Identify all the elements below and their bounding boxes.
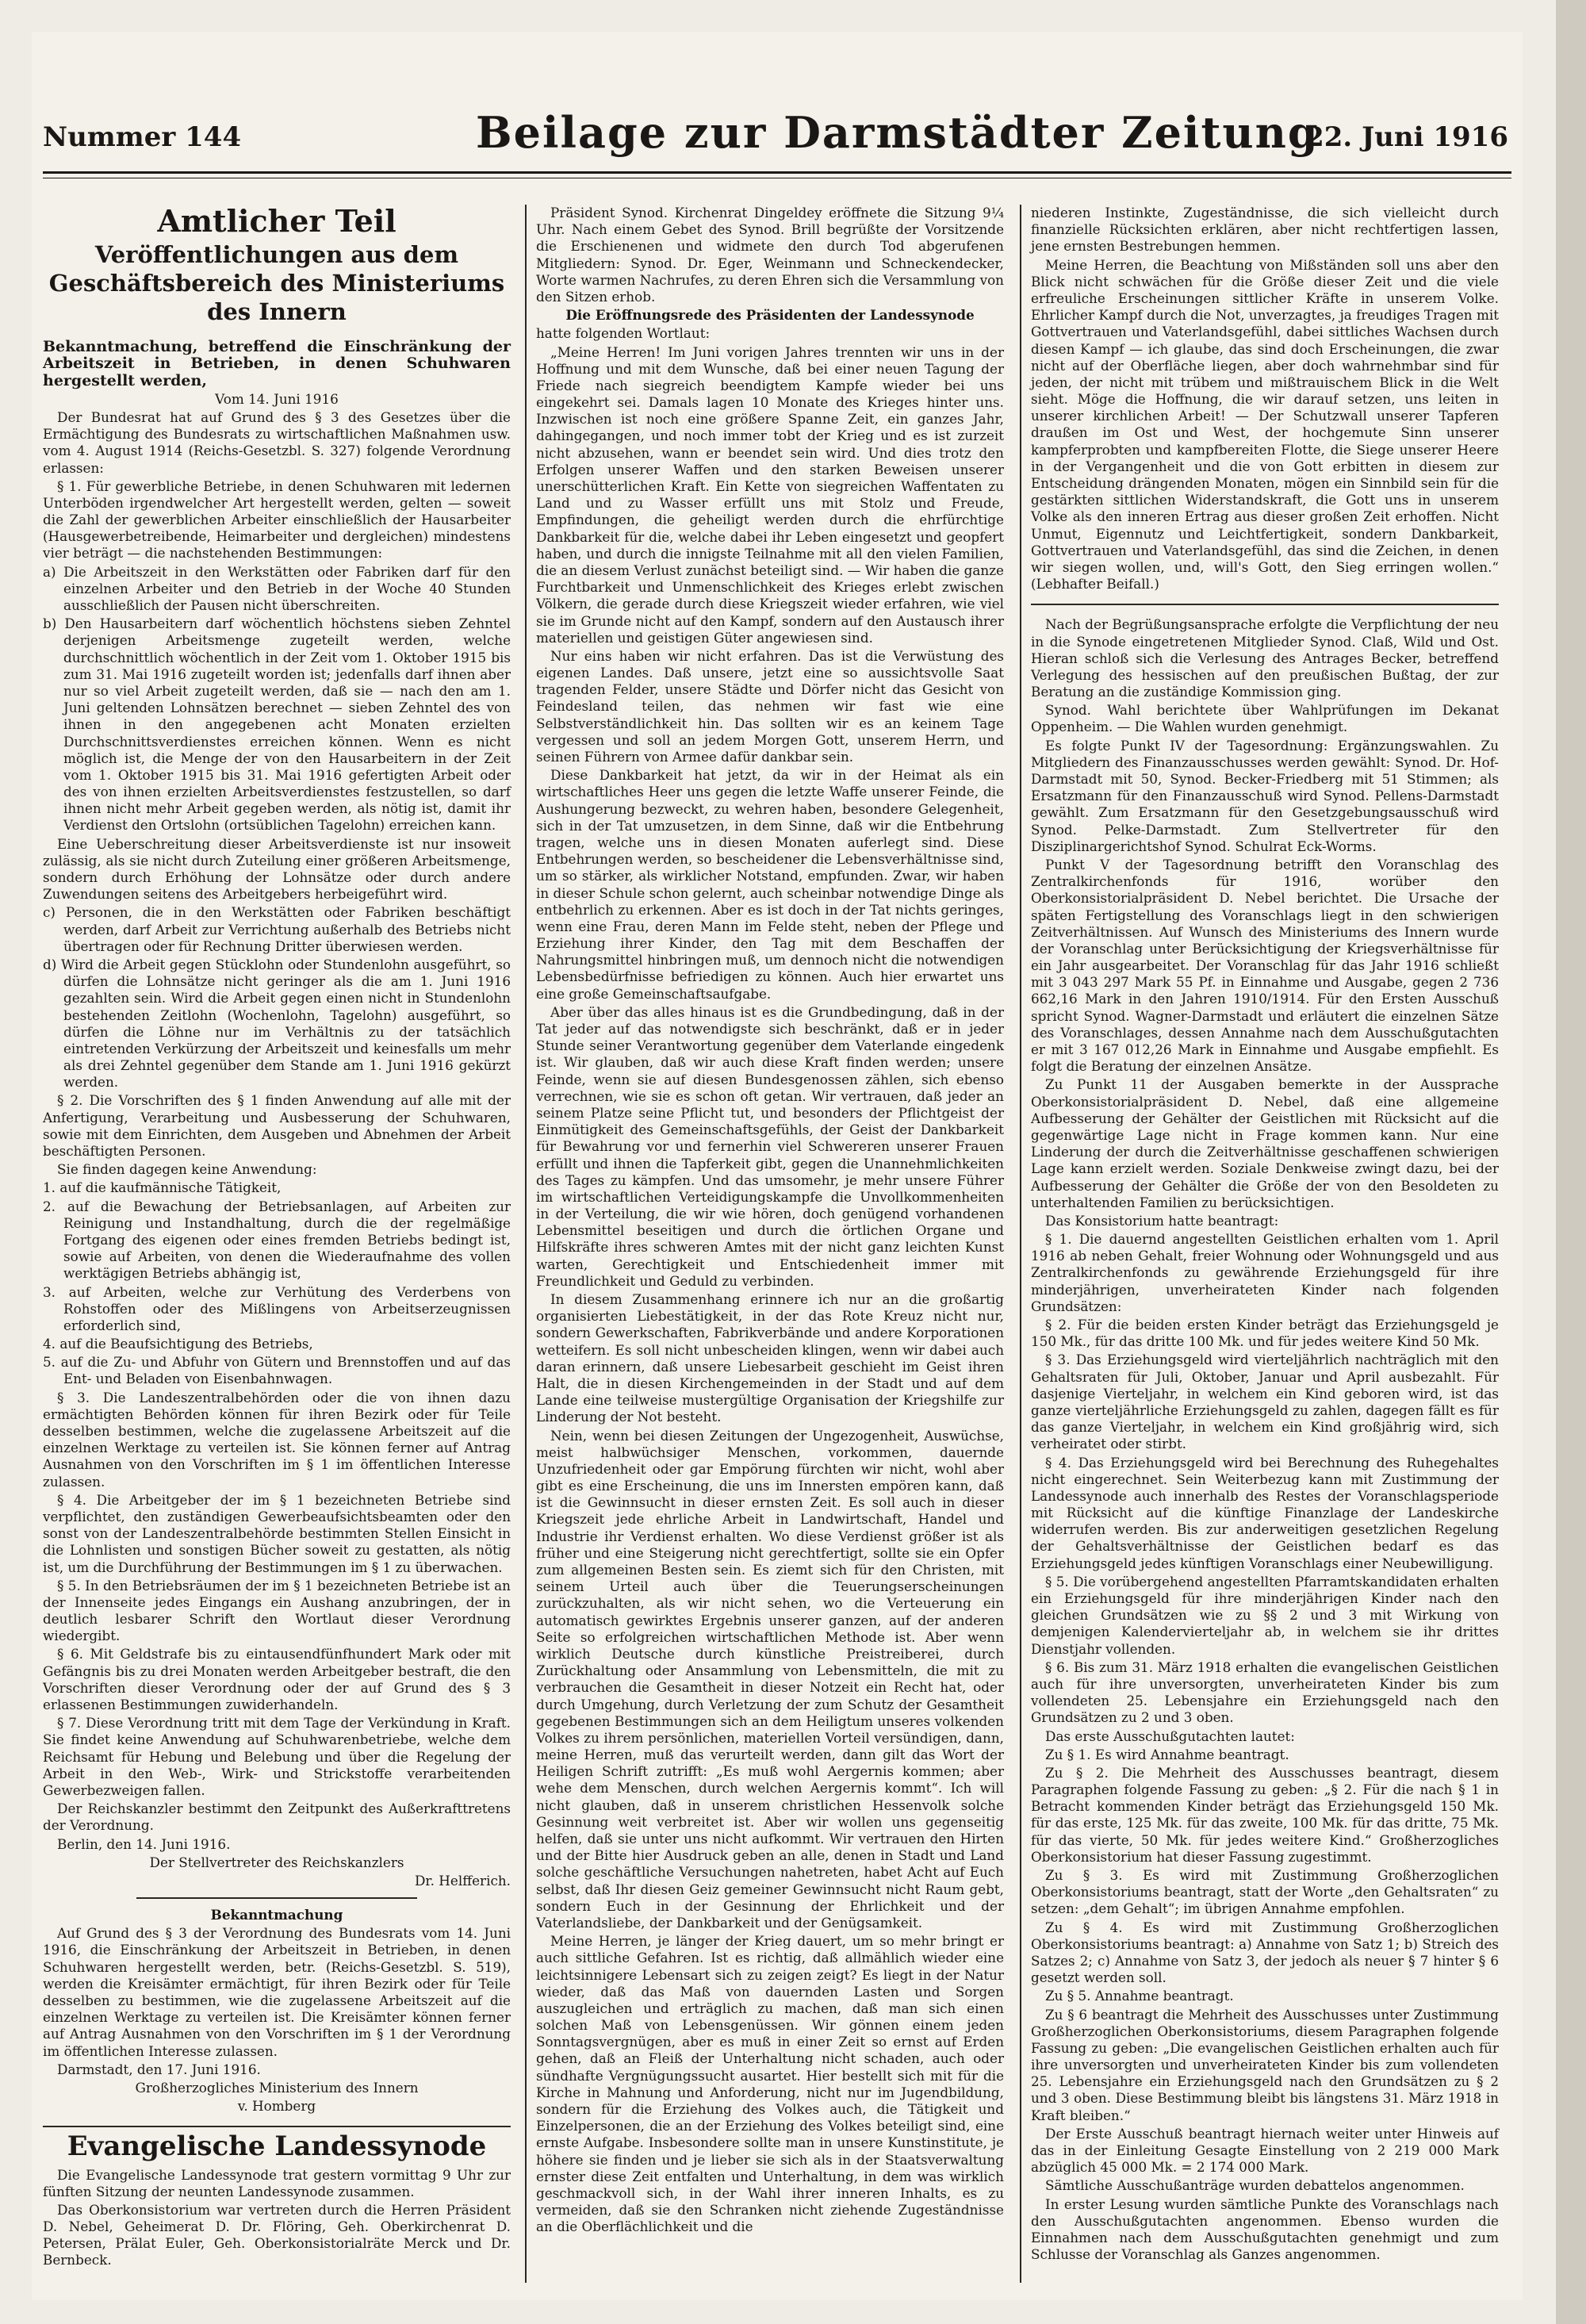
list-item: 5. auf die Zu- und Abfuhr von Gütern und Brennstoffen und auf das Ent- und Beladen von Eisenbahnwagen. [43,1354,511,1387]
paragraph: Zu § 1. Es wird Annahme beantragt. [1045,1746,1289,1762]
paragraph: Zu Punkt 11 der Ausgaben bemerkte in der Aussprache Oberkonsistorialpräsident D. Nebel, daß eine allgemeine Aufbesserung der Gehälter der Geistlichen mit Rücksicht auf die gegenwärtige Lage nicht in Frage kommen kann. Nur eine Linderung der durch die Zeitverhältnisse geschaffenen schwierigen Lage kann erzielt werden. Soziale Denkweise zwingt dazu, bei der Aufbesserung der Gehälter die Größe der von den Besoldeten zu unterhaltenden Familien zu berücksichtigen. [1031,1076,1499,1210]
paragraph: Der Reichskanzler bestimmt den Zeitpunkt des Außerkrafttretens der Verordnung. [43,1801,511,1834]
announcement-title: Bekanntmachung, betreffend die Einschränkung der Arbeitszeit in Betrieben, in denen Schuhwaren hergestellt werden, [43,338,511,389]
paragraph: Der Bundesrat hat auf Grund des § 3 des Gesetzes über die Ermächtigung des Bundesrats zu wirtschaftlichen Maßnahmen usw. vom 4. August 1914 (Reichs-Gesetzbl. S. 327) folgende Verordnung erlassen: [43,408,511,476]
announcement-date: Vom 14. Juni 1916 [215,390,339,407]
signature-title: Großherzogliches Ministerium des Innern [135,2079,419,2096]
paragraph: § 6. Bis zum 31. März 1918 erhalten die evangelischen Geistlichen auch für ihre unversorgten, unverheirateten Kinder bis zum vollendeten 25. Lebensjahre ein Erziehungsgeld nach den Grundsätzen zu 2 und 3 oben. [1031,1659,1499,1726]
paragraph: Das Konsistorium hatte beantragt: [1045,1212,1279,1229]
masthead [32,107,1523,163]
paragraph: „Meine Herren! Im Juni vorigen Jahres trennten wir uns in der Hoffnung und mit dem Wunsche, daß bei einer neuen Tagung der Friede nach siegreich beendigtem Kampfe wieder bei uns eingekehrt sei. Damals lagen 10 Monate des Krieges hinter uns. Inzwischen ist noch eine größere Spanne Zeit, ein ganzes Jahr, dahingegangen, und noch immer tobt der Krieg und es ist zurzeit nicht abzusehen, wann er beendet sein wird. Und dies trotz den Erfolgen unserer Waffen und den starken Beweisen unserer unerschütterlichen Kraft. Ein Kette von siegreichen Waffentaten zu Land und zu Wasser erfüllt uns mit Stolz und Freude, Empfindungen, die geheiligt werden durch die ehrfürchtige Dankbarkeit für die, welche dabei ihr Leben eingesetzt und geopfert haben, und durch die innigste Teilnahme mit all den vielen Familien, die an diesem Verlust zunächst beteiligt sind. — Wir haben die ganze Furchtbarkeit und Unmenschlichkeit des Krieges erlebt zwischen Völkern, die gerade durch diese Kriegszeit wieder erfahren, wie viel sie im Grunde nicht auf den Kampf, sondern auf den Austausch ihrer materiellen und geistigen Güter angewiesen sind. [536,343,1004,646]
paragraph: Zu § 2. Die Mehrheit des Ausschusses beantragt, diesem Paragraphen folgende Fassung zu geben: „§ 2. Für die nach § 1 in Betracht kommenden Kinder beträgt das Erziehungsgeld 150 Mk. für das erste, 125 Mk. für das zweite, 100 Mk. für das dritte, 75 Mk. für das vierte, 50 Mk. für jedes weitere Kind.“ Großherzogliches Oberkonsistorium hat dieser Fassung zugestimmt. [1031,1764,1499,1865]
paragraph: Nein, wenn bei diesen Zeitungen der Ungezogenheit, Auswüchse, meist halbwüchsiger Menschen, vorkommen, dauernde Unzufriedenheit oder gar Empörung fürchten wir nicht, wohl aber gibt es eine Erscheinung, die uns im Innersten empören kann, daß ist die Gewinnsucht in dieser ernsten Zeit. Es soll auch in dieser Kriegszeit jede ehrliche Arbeit in Landwirtschaft, Handel und Industrie ihr Verdienst erhalten. Wo diese Verdienst größer ist als früher und eine Steigerung nicht gerechtfertigt, sollte sie ein Opfer zum allgemeinen Besten sein. Es ziemt sich für den Christen, mit seinem Urteil auch über die Teuerungserscheinungen zurückzuhalten, als wir nicht sehen, wo die Verteuerung ein automatisch gewirktes Ergebnis unserer ganzen, auf der anderen Seite so erfolgreichen wirtschaftlichen Methode ist. Aber wenn wirklich Deutsche durch künstliche Preistreiberei, durch Zurückhaltung oder Ansammlung von Lebensmitteln, die mit zu verbrauchen die Gesamtheit in dieser Notzeit ein Recht hat, oder durch Umgehung, durch Verletzung der zum Schutz der Gesamtheit gegebenen Bestimmungen sich an dem Heiligtum unseres volkenden Volkes zu ihrem persönlichen, materiellen Vorteil versündigen, dann, meine Herren, muß das verurteilt werden, dann gilt das Wort der Heiligen Schrift zutrifft: „Es muß wohl Aergernis kommen; aber wehe dem Menschen, durch welchen Aergernis kommt“. Ich will nicht glauben, daß in unserem christlichen Hessenvolk solche Gesinnung weit verbreitet ist. Aber wir wollen uns gegenseitig helfen, daß sie unter uns nicht aufkommt. Wir vertrauen den Hirten und der Bitte hier Ausdruck geben an alle, denen in Stadt und Land solche geschäftliche Versuchungen nahetreten, habet Acht auf Euch selbst, daß Ihr diesen Geiz gemeiner Gewinnsucht nicht Raum gebt, sondern Euch in der Gesinnung der Ehrlichkeit und der Vaterlandsliebe, der Dankbarkeit und der Genügsamkeit. [536,1427,1004,1931]
paragraph: Präsident Synod. Kirchenrat Dingeldey eröffnete die Sitzung 9¼ Uhr. Nach einem Gebet des Synod. Brill begrüßte der Vorsitzende die Erschienenen und widmete den durch Tod abgerufenen Mitgliedern: Synod. Dr. Eger, Weinmann und Schneckendecker, Worte warmen Nachrufes, zu deren Ehren sich die Versammlung von den Sitzen erhob. [536,205,1004,305]
column-divider-2 [1020,205,1021,2283]
list-item: 1. auf die kaufmännische Tätigkeit, [43,1179,282,1196]
paragraph: Zu § 5. Annahme beantragt. [1045,1988,1234,2004]
paragraph: Meine Herren, die Beachtung von Mißständen soll uns aber den Blick nicht schwächen für die Größe dieser Zeit und die viele erfreuliche Erscheinungen sittlicher Kräfte in unserem Volke. Ehrlicher Kampf durch die Not, unverzagtes, ja freudiges Tragen mit Gottvertrauen und Vaterlandsgefühl, dabei sittliches Wachsen durch diesen Kampf — ich glaube, das sind doch Erscheinungen, die zwar nicht auf der Oberfläche liegen, aber doch wahrnehmbar sind für jeden, der nicht mit trübem und mißtrauischem Blick in die Welt sieht. Möge die Hoffnung, die wir darauf setzen, uns leiten in unserer kirchlichen Arbeit! — Der Schutzwall unserer Tapferen draußen im Ost und West, der hochgemute Sinn unserer kampferprobten und kampfbereiten Flotte, die Siege unserer Heere in der Vergangenheit und die von Gott erbitten in diesem zur Entscheidung drängenden Monaten, mögen ein Sinnbild sein für die gestärkten sittlichen Widerstandskraft, die Gott uns in unserem Volke als den inneren Ertrag aus dieser großen Zeit erhoffen. Nicht Unmut, Eigennutz und Leichtfertigkeit, sondern Dankbarkeit, Gottvertrauen und Vaterlandsgefühl, das sind die Zeichen, in denen wir siegen wollen, und, will's Gott, den Sieg erringen wollen.“ (Lebhafter Beifall.) [1031,256,1499,593]
paragraph: niederen Instinkte, Zugeständnisse, die sich vielleicht durch finanzielle Rücksichten erklären, aber nicht rechtfertigen lassen, jene ernsten Bestrebungen hemmen. [1031,205,1499,255]
paragraph: § 1. Für gewerbliche Betriebe, in denen Schuhwaren mit ledernen Unterböden irgendwelcher Art hergestellt werden, gelten — soweit die Zahl der gewerblichen Arbeiter einschließlich der Hausarbeiter (Hausgewerbetreibende, Heimarbeiter und dergleichen) mindestens vier beträgt — die nachstehenden Bestimmungen: [43,477,511,562]
place-date: Berlin, den 14. Juni 1916. [57,1835,231,1852]
paragraph: § 3. Das Erziehungsgeld wird vierteljährlich nachträglich mit den Gehaltsraten für Juli, Oktober, Januar und April ausbezahlt. Für dasjenige Vierteljahr, in welchem ein Kind geboren wird, ist das ganze vierteljährliche Erziehungsgeld zu zahlen, dagegen fällt es für das ganze Vierteljahr, in welchem ein Kind großjährig wird, sich verheiratet oder stirbt. [1031,1352,1499,1452]
paragraph: hatte folgenden Wortlaut: [536,325,711,342]
paragraph: Zu § 3. Es wird mit Zustimmung Großherzoglichen Oberkonsistoriums beantragt, statt der Worte „den Gehaltsraten“ zu setzen: „dem Gehalt“; im übrigen Annahme empfohlen. [1031,1867,1499,1917]
issue-number: Nummer 144 [43,121,242,153]
paragraph: Auf Grund des § 3 der Verordnung des Bundesrats vom 14. Juni 1916, die Einschränkung der Arbeitszeit in Betrieben, in denen Schuhwaren hergestellt werden, betr. (Reichs-Gesetzbl. S. 519), werden die Kreisämter ermächtigt, für ihren Bezirk oder für Teile desselben zu bestimmen, wie die zugelassene Arbeitszeit auf die einzelnen Werktage zu verteilen ist. Die Kreisämter können ferner auf Antrag Ausnahmen von den Vorschriften im § 1 der Verordnung im öffentlichen Interesse zulassen. [43,1925,511,2059]
paragraph: c) Personen, die in den Werkstätten oder Fabriken beschäftigt werden, darf Arbeit zur Verrichtung außerhalb des Betriebs nicht übertragen oder für Rechnung Dritter überwiesen werden. [43,904,511,954]
signature-name: v. Homberg [237,2098,316,2115]
newspaper-page [32,32,1523,2300]
paragraph: Nur eins haben wir nicht erfahren. Das ist die Verwüstung des eigenen Landes. Daß unsere, jetzt eine so aussichtsvolle Saat tragenden Felder, unsere Städte und Dörfer nicht das Gesicht von Feindesland teilen, das nehmen wir fast wie eine Selbstverständlichkeit hin. Das sollten wir es an keinem Tage vergessen und soll an jedem Morgen Gott, unserem Herrn, und seinen Führern von Armee dafür dankbar sein. [536,647,1004,765]
paragraph: Der Erste Ausschuß beantragt hiernach weiter unter Hinweis auf das in der Einleitung Gesagte Einstellung von 2 219 000 Mark abzüglich 45 000 Mk. = 2 174 000 Mark. [1031,2125,1499,2176]
paragraph: § 2. Für die beiden ersten Kinder beträgt das Erziehungsgeld je 150 Mk., für das dritte 100 Mk. und für jedes weitere Kind 50 Mk. [1031,1317,1499,1350]
paragraph: § 4. Das Erziehungsgeld wird bei Berechnung des Ruhegehaltes nicht eingerechnet. Sein Weiterbezug kann mit Zustimmung der Landessynode auch innerhalb des Restes der Voranschlagsperiode mit Rücksicht auf die künftige Finanzlage der Landeskirche widerrufen werden. Bis zur anderweitigen gesetzlichen Regelung der Gehaltsverhältnisse der Geistlichen bedarf es das Erziehungsgeld jedes künftigen Voranschlags einer Neubewilligung. [1031,1454,1499,1571]
paragraph: In diesem Zusammenhang erinnere ich nur an die großartig organisierten Liebestätigkeit, in der das Rote Kreuz nicht nur, sondern Gewerkschaften, Fabrikverbände und andere Korporationen wetteifern. Es soll nicht unbescheiden klingen, wenn wir dabei auch daran erinnern, daß unsere Liebesarbeit geschieht im Geist ihren Halt, die in diesen Kirchengemeinden in der Stadt und auf dem Lande eine teilweise mustergültige Organisation der Kriegshilfe zur Linderung der Not besteht. [536,1291,1004,1425]
paragraph: Eine Ueberschreitung dieser Arbeitsverdienste ist nur insoweit zulässig, als sie nicht durch Zuteilung einer größeren Arbeitsmenge, sondern durch Erhöhung der Lohnsätze oder durch andere Zuwendungen seitens des Arbeitgebers herbeigeführt wird. [43,835,511,903]
divider [43,2126,511,2127]
divider [136,1897,417,1899]
paragraph: Meine Herren, je länger der Krieg dauert, um so mehr bringt er auch sittliche Gefahren. Ist es richtig, daß allmählich wieder eine leichtsinnigere Lebensart sich zu zeigen zeigt? Es liegt in der Natur wieder, daß das Maß von dauernden Lasten und Sorgen auszugleichen und erträglich zu machen, daß man sich einen solchen Maß von Lebensgenüssen. Wir gönnen einem jeden Sonntagsvergnügen, aber es muß in einer Zeit so ernst auf Erden gehen, daß an Fleiß der Unterhaltung nicht schaden, auch oder sündhafte Vergnügungssucht ausartet. Hier bestellt sich mit für die Kirche in Mahnung und Anforderung, nicht nur im Jugendbildung, sondern für die Erziehung des Volkes auch, die Tätigkeit und Einzelpersonen, die an der Erziehung des Volkes beteiligt sind, eine ernste Aufgabe. Insbesondere sollte man in unsere Kunstinstitute, je höhere sie finden und je lieber sie sich als in der Staatsverwaltung ernster diese Zeit entfalten und Unterhaltung, in dem was wirklich geschmackvoll sich, in der Wahl ihrer inneren Inhalts, es zu vermeiden, daß sie den Schranken nicht ziehende Zugeständnisse an die Oberflächlichkeit und die [536,1933,1004,2235]
signature-title: Der Stellvertreter des Reichskanzlers [149,1854,404,1870]
paragraph: Es folgte Punkt IV der Tagesordnung: Ergänzungswahlen. Zu Mitgliedern des Finanzausschusses werden gewählt: Synod. Dr. Hof-Darmstadt mit 50, Synod. Becker-Friedberg mit 51 Stimmen; als Ersatzmann für den Finanzausschuß wird Synod. Pellens-Darmstadt gewählt. Zum Ersatzmann für den Gesetzgebungsausschuß wird Synod. Pelke-Darmstadt. Zum Stellvertreter für den Disziplinargerichtshof Synod. Schulrat Eck-Worms. [1031,737,1499,854]
paragraph: In erster Lesung wurden sämtliche Punkte des Voranschlags nach den Ausschußgutachten angenommen. Ebenso wurden die Einnahmen nach dem Ausschußgutachten genehmigt und zum Schlusse der Voranschlag als Ganzes angenommen. [1031,2196,1499,2263]
section-subtitle: Veröffentlichungen aus dem Geschäftsbereich des Ministeriums des Innern [48,241,505,326]
masthead-rule-top [43,171,1511,174]
paragraph: § 1. Die dauernd angestellten Geistlichen erhalten vom 1. April 1916 ab neben Gehalt, freier Wohnung oder Wohnungsgeld und aus Zentralkirchenfonds zu gewährende Erziehungsgeld für ihre minderjährigen, unverheirateten Kinder nach folgenden Grundsätzen: [1031,1231,1499,1314]
paragraph: § 7. Diese Verordnung tritt mit dem Tage der Verkündung in Kraft. Sie findet keine Anwendung auf Schuhwarenbetriebe, welche dem Reichsamt für Hebung und Belebung und über die Regelung der Arbeit in den Web-, Wirk- und Strickstoffe verarbeitenden Gewerbezweigen fallen. [43,1715,511,1798]
paragraph: Das erste Ausschußgutachten lautet: [1045,1728,1295,1744]
list-item: 2. auf die Bewachung der Betriebsanlagen, auf Arbeiten zur Reinigung und Instandhaltung, durch die der regelmäßige Fortgang des eigenen oder eines fremden Betriebs bedingt ist, sowie auf Arbeiten, von denen die Wiederaufnahme des vollen werktägigen Betriebs abhängig ist, [43,1198,511,1282]
divider [1031,604,1499,605]
column-divider-1 [525,205,527,2283]
paragraph: § 5. In den Betriebsräumen der im § 1 bezeichneten Betriebe ist an der Innenseite jedes Eingangs ein Aushang anzubringen, der in deutlich lesbarer Schrift den Wortlaut dieser Verordnung wiedergibt. [43,1577,511,1644]
paragraph: § 2. Die Vorschriften des § 1 finden Anwendung auf alle mit der Anfertigung, Verarbeitung und Ausbesserung der Schuhwaren, sowie mit dem Einrichten, dem Ausgeben und Abnehmen der Arbeit beschäftigten Personen. [43,1092,511,1159]
paragraph: Diese Dankbarkeit hat jetzt, da wir in der Heimat als ein wirtschaftliches Heer uns gegen die letzte Waffe unserer Feinde, die Aushungerung bezweckt, zu wehren haben, besondere Gelegenheit, sich in der Tat umzusetzen, in dem Sinne, daß wir die Entbehrung tragen, welche uns in diesen Monaten auferlegt sind. Diese Entbehrungen werden, so bescheidener die Lebensverhältnisse sind, um so stärker, als wirklicher Notstand, empfunden. Zwar, wir haben in dieser Schule schon gelernt, auch scheinbar notwendige Dinge als entbehrlich zu erkennen. Aber es ist doch in der Tat nichts geringes, wenn eine Frau, deren Mann im Felde steht, neben der Pflege und Erziehung ihrer Kinder, den Tag mit dem Beschaffen der Nahrungsmittel hinbringen muß, um dennoch nicht die notwendigen Lebensbedürfnisse befriedigen zu können. Auch hier erwartet uns eine große Gemeinschaftsaufgabe. [536,767,1004,1002]
paragraph: Zu § 6 beantragt die Mehrheit des Ausschusses unter Zustimmung Großherzoglichen Oberkonsistoriums, diesem Paragraphen folgende Fassung zu geben: „Die evangelischen Geistlichen erhalten auch für ihre unversorgten und unverheirateten Kinder bis zum vollendeten 25. Lebensjahre ein Erziehungsgeld nach den Grundsätzen zu § 2 und 3 oben. Diese Bestimmung bleibt bis längstens 31. März 1918 in Kraft bleiben.“ [1031,2006,1499,2123]
place-date: Darmstadt, den 17. Juni 1916. [57,2061,261,2077]
column-2 [536,205,1004,2238]
subheading: Die Eröffnungsrede des Präsidenten der Landessynode [565,307,975,324]
scan-edge [1556,0,1586,2324]
paragraph: § 4. Die Arbeitgeber der im § 1 bezeichneten Betriebe sind verpflichtet, den zuständigen Gewerbeaufsichtsbeamten oder den sonst von der Landeszentralbehörde bestimmten Stellen Einsicht in die Lohnlisten und sonstigen Bücher soweit zu gestatten, als nötig ist, um die Durchführung der Bestimmungen im § 1 zu überwachen. [43,1491,511,1575]
paragraph: Aber über das alles hinaus ist es die Grundbedingung, daß in der Tat jeder auf das notwendigste sich beschränkt, daß er in jeder Stunde seiner Verantwortung gegenüber dem Vaterlande eingedenk ist. Wir glauben, daß wir auch diese Kraft finden werden; unsere Feinde, wenn sie auf diesen Bundesgenossen zählen, sich ebenso verrechnen, wie sie es schon oft getan. Wir vertrauen, daß jeder an seinem Platze seine Pflicht tut, und besonders der Pflichtgeist der Einmütigkeit des Gemeinschaftsgefühls, der Geist der Dankbarkeit für Bewahrung vor und fernerhin viel Schwereren unserer Frauen erfüllt und ihnen die Tapferkeit gibt, gegen die Unannehmlichkeiten des Tages zu kämpfen. Und das umsomehr, je mehr unsere Führer im wirtschaftlichen Verteidigungskampfe die Unvollkommenheiten in der Verteilung, die wir wie hören, doch genügend vorhandenen Lebensmittel beseitigen und durch die örtlichen Organe und Hilfskräfte ihres schweren Amtes mit der nicht ganz leichten Kunst warten, Gerechtigkeit und Entschiedenheit immer mit Freundlichkeit und Geduld zu verbinden. [536,1003,1004,1289]
paragraph: Sämtliche Ausschußanträge wurden debattelos angenommen. [1045,2177,1465,2194]
paragraph: Sie finden dagegen keine Anwendung: [57,1161,317,1178]
paragraph: Nach der Begrüßungsansprache erfolgte die Verpflichtung der neu in die Synode eingetretenen Mitglieder Synod. Claß, Wild und Ost. Hieran schloß sich die Verlesung des Antrages Becker, betreffend Verlegung des hessischen auf den preußischen Bußtag, der zur Beratung an die zuständige Kommission ging. [1031,616,1499,700]
paragraph: Punkt V der Tagesordnung betrifft den Voranschlag des Zentralkirchenfonds für 1916, worüber den Oberkonsistorialpräsident D. Nebel berichtet. Die Ursache der späten Fertigstellung des Voranschlags liegt in den schwierigen Zeitverhältnissen. Auf Wunsch des Ministeriums des Innern wurde der Voranschlag unter Berücksichtigung der Kriegsverhältnisse für ein Jahr ausgearbeitet. Der Voranschlag für das Jahr 1916 schließt mit 3 043 297 Mark 55 Pf. in Einnahme und Ausgabe, gegen 2 736 662,16 Mark in den Jahren 1910/1914. Für den Ersten Ausschuß spricht Synod. Wagner-Darmstadt und erläutert die einzelnen Sätze des Voranschlages, dessen Annahme nach dem Ausschußgutachten er mit 3 167 012,26 Mark in Einnahme und Ausgabe empfiehlt. Es folgt die Beratung der einzelnen Ansätze. [1031,856,1499,1075]
paragraph: § 5. Die vorübergehend angestellten Pfarramtskandidaten erhalten ein Erziehungsgeld für ihre minderjährigen Kinder nach den gleichen Grundsätzen wie zu §§ 2 und 3 mit Wirkung von demjenigen Kalendervierteljahr ab, in welchem sie ihr drittes Dienstjahr vollenden. [1031,1573,1499,1657]
paragraph: § 3. Die Landeszentralbehörden oder die von ihnen dazu ermächtigten Behörden können für ihren Bezirk oder für Teile desselben bestimmen, welche die zugelassene Arbeitszeit auf die einzelnen Werktage zu verteilen ist. Sie können ferner auf Antrag Ausnahmen von den Vorschriften im § 1 im öffentlichen Interesse zulassen. [43,1389,511,1490]
signature-name: Dr. Helfferich. [414,1872,511,1889]
paragraph: Die Evangelische Landessynode trat gestern vormittag 9 Uhr zur fünften Sitzung der neunten Landessynode zusammen. [43,2166,511,2199]
paragraph: b) Den Hausarbeitern darf wöchentlich höchstens sieben Zehntel derjenigen Arbeitsmenge zugeteilt werden, welche durchschnittlich wöchentlich in der Zeit vom 1. Oktober 1915 bis zum 31. Mai 1916 zugeteilt worden ist; jedenfalls darf ihnen aber nur so viel Arbeit zugeteilt werden, daß sie — nach den am 1. Juni geltenden Lohnsätzen berechnet — sieben Zehntel des von ihnen in den angegebenen acht Monaten erzielten Durchschnittsverdienstes erreichen können. Wenn es nicht möglich ist, die Menge der von den Hausarbeitern in der Zeit vom 1. Oktober 1915 bis 31. Mai 1916 gefertigten Arbeit oder des von ihnen erzielten Arbeitsverdienstes festzustellen, so darf ihnen nicht mehr Arbeit gegeben werden, als nötig ist, damit ihr Verdienst den Ortslohn (ortsüblichen Tagelohn) erreichen kann. [43,616,511,834]
paragraph: Zu § 4. Es wird mit Zustimmung Großherzoglichen Oberkonsistoriums beantragt: a) Annahme von Satz 1; b) Streich des Satzes 2; c) Annahme von Satz 3, der jedoch als neuer § 7 hinter § 6 gesetzt werden soll. [1031,1919,1499,1986]
paragraph: § 6. Mit Geldstrafe bis zu eintausendfünfhundert Mark oder mit Gefängnis bis zu drei Monaten werden Arbeitgeber bestraft, die den Vorschriften dieser Verordnung oder der auf Grund des § 3 erlassenen Bestimmungen zuwiderhandeln. [43,1646,511,1712]
list-item: 3. auf Arbeiten, welche zur Verhütung des Verderbens von Rohstoffen oder des Mißlingens von Arbeitserzeugnissen erforderlich sind, [43,1283,511,1333]
paragraph: Synod. Wahl berichtete über Wahlprüfungen im Dekanat Oppenheim. — Die Wahlen wurden genehmigt. [1031,702,1499,735]
synod-title: Evangelische Landessynode [67,2130,487,2163]
list-item: 4. auf die Beaufsichtigung des Betriebs, [43,1336,313,1352]
column-1 [43,205,511,2271]
announcement-2-title: Bekanntmachung [210,1907,343,1923]
column-3 [1031,205,1499,2265]
section-title: Amtlicher Teil [157,203,396,239]
paragraph: a) Die Arbeitszeit in den Werkstätten oder Fabriken darf für den einzelnen Arbeiter und den Betrieb in der Woche 40 Stunden ausschließlich der Pausen nicht überschreiten. [43,563,511,613]
issue-date: 22. Juni 1916 [1305,121,1508,153]
newspaper-title: Beilage zur Darmstädter Zeitung [476,107,1320,158]
paragraph: Das Oberkonsistorium war vertreten durch die Herren Präsident D. Nebel, Geheimerat D. Dr. Flöring, Geh. Oberkirchenrat D. Petersen, Prälat Euler, Geh. Oberkonsistorialräte Merck und Dr. Bernbeck. [43,2201,511,2268]
paragraph: d) Wird die Arbeit gegen Stücklohn oder Stundenlohn ausgeführt, so dürfen die Lohnsätze nicht geringer als die am 1. Juni 1916 gezahlten sein. Wird die Arbeit gegen einen nicht in Stundenlohn bestehenden Zeitlohn (Wochenlohn, Tagelohn) ausgeführt, so dürfen die Löhne nur im Verhältnis zu der tatsächlich eintretenden Verkürzung der Arbeitszeit und keinesfalls um mehr als drei Zehntel gegenüber dem Stande am 1. Juni 1916 gekürzt werden. [43,956,511,1091]
